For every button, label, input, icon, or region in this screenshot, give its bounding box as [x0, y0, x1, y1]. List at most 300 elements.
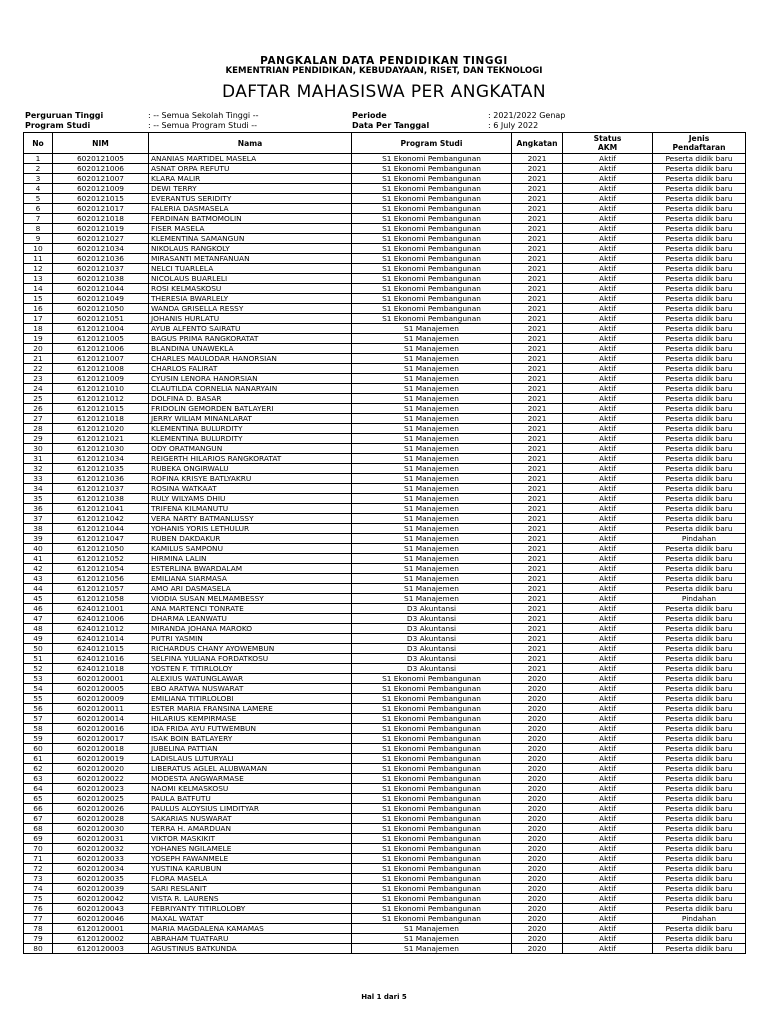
cell-nama: DEWI TERRY — [149, 184, 352, 194]
table-row — [24, 894, 746, 904]
table-row — [24, 584, 746, 594]
cell-program-studi: S1 Ekonomi Pembangunan — [352, 784, 512, 794]
cell-angkatan: 2021 — [512, 534, 563, 544]
cell-no: 69 — [24, 834, 53, 844]
cell-nim: 6020121015 — [53, 194, 149, 204]
cell-jenis-pendaftaran: Peserta didik baru — [653, 204, 746, 214]
cell-nim: 6120121030 — [53, 444, 149, 454]
cell-program-studi: S1 Ekonomi Pembangunan — [352, 154, 512, 164]
cell-jenis-pendaftaran: Peserta didik baru — [653, 374, 746, 384]
cell-angkatan: 2021 — [512, 604, 563, 614]
cell-jenis-pendaftaran: Peserta didik baru — [653, 754, 746, 764]
cell-angkatan: 2020 — [512, 904, 563, 914]
cell-nama: AGUSTINUS BATKUNDA — [149, 944, 352, 954]
table-row — [24, 714, 746, 724]
cell-no: 74 — [24, 884, 53, 894]
cell-program-studi: S1 Ekonomi Pembangunan — [352, 304, 512, 314]
table-row — [24, 294, 746, 304]
cell-status: Aktif — [563, 284, 653, 294]
table-row — [24, 514, 746, 524]
cell-jenis-pendaftaran: Peserta didik baru — [653, 674, 746, 684]
cell-nim: 6120121034 — [53, 454, 149, 464]
cell-no: 50 — [24, 644, 53, 654]
table-row — [24, 474, 746, 484]
cell-nama: FRIDOLIN GEMORDEN BATLAYERI — [149, 404, 352, 414]
cell-status: Aktif — [563, 434, 653, 444]
cell-status: Aktif — [563, 924, 653, 934]
cell-nim: 6020120025 — [53, 794, 149, 804]
cell-no: 11 — [24, 254, 53, 264]
cell-jenis-pendaftaran: Peserta didik baru — [653, 494, 746, 504]
cell-angkatan: 2021 — [512, 154, 563, 164]
cell-nim: 6120121054 — [53, 564, 149, 574]
cell-status: Aktif — [563, 664, 653, 674]
header-institution: PANGKALAN DATA PENDIDIKAN TINGGI — [260, 55, 508, 67]
table-row — [24, 854, 746, 864]
student-table — [23, 132, 746, 954]
table-row — [24, 184, 746, 194]
table-row — [24, 264, 746, 274]
cell-no: 41 — [24, 554, 53, 564]
cell-no: 70 — [24, 844, 53, 854]
cell-jenis-pendaftaran: Peserta didik baru — [653, 934, 746, 944]
cell-angkatan: 2020 — [512, 924, 563, 934]
table-row — [24, 574, 746, 584]
cell-program-studi: S1 Ekonomi Pembangunan — [352, 874, 512, 884]
cell-no: 28 — [24, 424, 53, 434]
cell-program-studi: S1 Manajemen — [352, 514, 512, 524]
cell-program-studi: S1 Ekonomi Pembangunan — [352, 214, 512, 224]
cell-no: 78 — [24, 924, 53, 934]
cell-jenis-pendaftaran: Peserta didik baru — [653, 224, 746, 234]
cell-status: Aktif — [563, 694, 653, 704]
cell-program-studi: S1 Manajemen — [352, 474, 512, 484]
table-row — [24, 934, 746, 944]
cell-angkatan: 2021 — [512, 164, 563, 174]
meta-data-per-tanggal — [352, 121, 429, 131]
col-program-studi-header: Program Studi — [352, 133, 512, 154]
cell-no: 45 — [24, 594, 53, 604]
cell-angkatan: 2021 — [512, 494, 563, 504]
cell-status: Aktif — [563, 214, 653, 224]
cell-nim: 6020120009 — [53, 694, 149, 704]
cell-no: 5 — [24, 194, 53, 204]
cell-nama: VIODIA SUSAN MELMAMBESSY — [149, 594, 352, 604]
cell-no: 25 — [24, 394, 53, 404]
cell-no: 76 — [24, 904, 53, 914]
cell-nama: FLORA MASELA — [149, 874, 352, 884]
cell-angkatan: 2021 — [512, 664, 563, 674]
cell-no: 35 — [24, 494, 53, 504]
cell-no: 32 — [24, 464, 53, 474]
table-row — [24, 274, 746, 284]
cell-nama: MIRANDA JOHANA MAROKO — [149, 624, 352, 634]
cell-no: 20 — [24, 344, 53, 354]
cell-nim: 6120121037 — [53, 484, 149, 494]
cell-nim: 6020120035 — [53, 874, 149, 884]
cell-no: 49 — [24, 634, 53, 644]
table-row — [24, 604, 746, 614]
cell-jenis-pendaftaran: Peserta didik baru — [653, 234, 746, 244]
cell-no: 34 — [24, 484, 53, 494]
cell-status: Aktif — [563, 264, 653, 274]
cell-angkatan: 2020 — [512, 714, 563, 724]
cell-nama: BLANDINA UNAWEKLA — [149, 344, 352, 354]
cell-status: Aktif — [563, 864, 653, 874]
cell-no: 22 — [24, 364, 53, 374]
cell-angkatan: 2021 — [512, 514, 563, 524]
cell-nama: ISAK BOIN BATLAYERY — [149, 734, 352, 744]
cell-jenis-pendaftaran: Peserta didik baru — [653, 724, 746, 734]
cell-jenis-pendaftaran: Peserta didik baru — [653, 154, 746, 164]
table-body — [24, 154, 746, 954]
cell-jenis-pendaftaran: Peserta didik baru — [653, 714, 746, 724]
cell-nama: YUSTINA KARUBUN — [149, 864, 352, 874]
cell-no: 59 — [24, 734, 53, 744]
cell-program-studi: S1 Ekonomi Pembangunan — [352, 244, 512, 254]
table-row — [24, 684, 746, 694]
cell-angkatan: 2021 — [512, 634, 563, 644]
cell-jenis-pendaftaran: Peserta didik baru — [653, 924, 746, 934]
cell-jenis-pendaftaran: Peserta didik baru — [653, 254, 746, 264]
cell-angkatan: 2020 — [512, 804, 563, 814]
meta-perguruan-tinggi-value: : -- Semua Sekolah Tinggi -- — [148, 111, 259, 120]
cell-jenis-pendaftaran: Peserta didik baru — [653, 944, 746, 954]
cell-jenis-pendaftaran: Peserta didik baru — [653, 784, 746, 794]
cell-program-studi: S1 Manajemen — [352, 394, 512, 404]
cell-angkatan: 2020 — [512, 734, 563, 744]
cell-program-studi: D3 Akuntansi — [352, 644, 512, 654]
cell-program-studi: S1 Ekonomi Pembangunan — [352, 884, 512, 894]
cell-angkatan: 2021 — [512, 274, 563, 284]
cell-nim: 6020120042 — [53, 894, 149, 904]
cell-jenis-pendaftaran: Peserta didik baru — [653, 504, 746, 514]
table-row — [24, 634, 746, 644]
table-row — [24, 504, 746, 514]
table-row — [24, 324, 746, 334]
cell-angkatan: 2020 — [512, 684, 563, 694]
cell-program-studi: D3 Akuntansi — [352, 604, 512, 614]
table-row — [24, 304, 746, 314]
cell-program-studi: S1 Manajemen — [352, 444, 512, 454]
cell-angkatan: 2020 — [512, 694, 563, 704]
meta-program-studi-value: : -- Semua Program Studi -- — [148, 121, 258, 130]
cell-jenis-pendaftaran: Peserta didik baru — [653, 774, 746, 784]
table-row — [24, 424, 746, 434]
cell-no: 30 — [24, 444, 53, 454]
cell-nim: 6020120011 — [53, 704, 149, 714]
cell-jenis-pendaftaran: Peserta didik baru — [653, 804, 746, 814]
table-row — [24, 374, 746, 384]
cell-jenis-pendaftaran: Peserta didik baru — [653, 634, 746, 644]
meta-label: Perguruan Tinggi — [25, 111, 104, 120]
cell-angkatan: 2021 — [512, 624, 563, 634]
cell-no: 54 — [24, 684, 53, 694]
cell-nama: ODY ORATMANGUN — [149, 444, 352, 454]
cell-jenis-pendaftaran: Peserta didik baru — [653, 514, 746, 524]
table-row — [24, 744, 746, 754]
cell-no: 60 — [24, 744, 53, 754]
table-row — [24, 554, 746, 564]
cell-program-studi: S1 Ekonomi Pembangunan — [352, 774, 512, 784]
cell-jenis-pendaftaran: Peserta didik baru — [653, 664, 746, 674]
cell-nama: ASNAT ORPA REFUTU — [149, 164, 352, 174]
cell-nim: 6020121017 — [53, 204, 149, 214]
cell-nim: 6120121057 — [53, 584, 149, 594]
cell-jenis-pendaftaran: Peserta didik baru — [653, 684, 746, 694]
table-row — [24, 484, 746, 494]
cell-angkatan: 2020 — [512, 754, 563, 764]
table-row — [24, 194, 746, 204]
cell-angkatan: 2020 — [512, 864, 563, 874]
cell-jenis-pendaftaran: Peserta didik baru — [653, 184, 746, 194]
cell-nama: ANA MARTENCI TONRATE — [149, 604, 352, 614]
cell-nim: 6020120031 — [53, 834, 149, 844]
cell-no: 46 — [24, 604, 53, 614]
cell-nim: 6020120039 — [53, 884, 149, 894]
cell-nim: 6020120028 — [53, 814, 149, 824]
table-header — [24, 133, 746, 154]
cell-program-studi: D3 Akuntansi — [352, 614, 512, 624]
cell-status: Aktif — [563, 614, 653, 624]
cell-no: 80 — [24, 944, 53, 954]
cell-angkatan: 2020 — [512, 704, 563, 714]
cell-nim: 6020121036 — [53, 254, 149, 264]
cell-nama: TRIFENA KILMANUTU — [149, 504, 352, 514]
table-row — [24, 394, 746, 404]
cell-no: 1 — [24, 154, 53, 164]
cell-program-studi: S1 Manajemen — [352, 924, 512, 934]
cell-status: Aktif — [563, 534, 653, 544]
cell-status: Aktif — [563, 464, 653, 474]
cell-angkatan: 2020 — [512, 874, 563, 884]
cell-nama: PAULA BATFUTU — [149, 794, 352, 804]
cell-status: Aktif — [563, 764, 653, 774]
cell-no: 27 — [24, 414, 53, 424]
cell-nama: CYUSIN LENORA HANORSIAN — [149, 374, 352, 384]
cell-jenis-pendaftaran: Peserta didik baru — [653, 344, 746, 354]
cell-program-studi: S1 Ekonomi Pembangunan — [352, 174, 512, 184]
cell-status: Aktif — [563, 274, 653, 284]
cell-status: Aktif — [563, 844, 653, 854]
cell-angkatan: 2021 — [512, 244, 563, 254]
cell-jenis-pendaftaran: Peserta didik baru — [653, 794, 746, 804]
cell-status: Aktif — [563, 254, 653, 264]
cell-status: Aktif — [563, 654, 653, 664]
cell-no: 72 — [24, 864, 53, 874]
cell-nama: NELCI TUARLELA — [149, 264, 352, 274]
cell-nim: 6240121001 — [53, 604, 149, 614]
cell-no: 12 — [24, 264, 53, 274]
cell-angkatan: 2021 — [512, 614, 563, 624]
cell-status: Aktif — [563, 524, 653, 534]
cell-program-studi: S1 Manajemen — [352, 484, 512, 494]
cell-status: Aktif — [563, 634, 653, 644]
cell-angkatan: 2021 — [512, 214, 563, 224]
cell-no: 73 — [24, 874, 53, 884]
cell-nama: IDA FRIDA AYU FUTWEMBUN — [149, 724, 352, 734]
cell-no: 65 — [24, 794, 53, 804]
cell-status: Aktif — [563, 584, 653, 594]
cell-nama: SELFINA YULIANA FORDATKOSU — [149, 654, 352, 664]
cell-no: 31 — [24, 454, 53, 464]
cell-no: 13 — [24, 274, 53, 284]
cell-angkatan: 2021 — [512, 464, 563, 474]
table-row — [24, 284, 746, 294]
cell-program-studi: S1 Manajemen — [352, 544, 512, 554]
cell-nim: 6120121007 — [53, 354, 149, 364]
cell-jenis-pendaftaran: Pindahan — [653, 534, 746, 544]
table-row — [24, 694, 746, 704]
cell-jenis-pendaftaran: Peserta didik baru — [653, 814, 746, 824]
cell-angkatan: 2021 — [512, 544, 563, 554]
cell-status: Aktif — [563, 394, 653, 404]
cell-status: Aktif — [563, 914, 653, 924]
cell-angkatan: 2021 — [512, 174, 563, 184]
cell-status: Aktif — [563, 504, 653, 514]
table-row — [24, 344, 746, 354]
cell-nama: JOHANIS HURLATU — [149, 314, 352, 324]
cell-nim: 6120121041 — [53, 504, 149, 514]
cell-program-studi: S1 Manajemen — [352, 424, 512, 434]
cell-program-studi: S1 Manajemen — [352, 334, 512, 344]
cell-nama: RICHARDUS CHANY AYOWEMBUN — [149, 644, 352, 654]
cell-angkatan: 2020 — [512, 744, 563, 754]
cell-status: Aktif — [563, 774, 653, 784]
cell-angkatan: 2021 — [512, 594, 563, 604]
cell-jenis-pendaftaran: Peserta didik baru — [653, 894, 746, 904]
cell-program-studi: S1 Manajemen — [352, 344, 512, 354]
cell-program-studi: D3 Akuntansi — [352, 664, 512, 674]
cell-nama: DOLFINA D. BASAR — [149, 394, 352, 404]
cell-jenis-pendaftaran: Peserta didik baru — [653, 624, 746, 634]
cell-program-studi: S1 Manajemen — [352, 414, 512, 424]
cell-jenis-pendaftaran: Peserta didik baru — [653, 354, 746, 364]
cell-angkatan: 2021 — [512, 584, 563, 594]
cell-angkatan: 2021 — [512, 414, 563, 424]
cell-no: 16 — [24, 304, 53, 314]
cell-program-studi: S1 Ekonomi Pembangunan — [352, 294, 512, 304]
cell-program-studi: S1 Ekonomi Pembangunan — [352, 904, 512, 914]
cell-program-studi: S1 Manajemen — [352, 464, 512, 474]
cell-nama: ROFINA KRISYE BATLYAKRU — [149, 474, 352, 484]
cell-jenis-pendaftaran: Peserta didik baru — [653, 854, 746, 864]
cell-angkatan: 2021 — [512, 484, 563, 494]
cell-angkatan: 2021 — [512, 344, 563, 354]
cell-jenis-pendaftaran: Peserta didik baru — [653, 874, 746, 884]
cell-nim: 6020120019 — [53, 754, 149, 764]
cell-nim: 6120120002 — [53, 934, 149, 944]
cell-nama: AYUB ALFENTO SAIRATU — [149, 324, 352, 334]
cell-angkatan: 2020 — [512, 944, 563, 954]
cell-nama: VISTA R. LAURENS — [149, 894, 352, 904]
cell-program-studi: S1 Ekonomi Pembangunan — [352, 844, 512, 854]
cell-nama: JERRY WILIAM MINANLARAT — [149, 414, 352, 424]
table-row — [24, 844, 746, 854]
table-row — [24, 664, 746, 674]
cell-program-studi: S1 Ekonomi Pembangunan — [352, 754, 512, 764]
cell-status: Aktif — [563, 724, 653, 734]
header-ministry: KEMENTRIAN PENDIDIKAN, KEBUDAYAAN, RISET, DAN TEKNOLOGI — [225, 66, 543, 76]
cell-angkatan: 2021 — [512, 314, 563, 324]
cell-status: Aktif — [563, 324, 653, 334]
cell-status: Aktif — [563, 674, 653, 684]
cell-status: Aktif — [563, 644, 653, 654]
cell-angkatan: 2021 — [512, 574, 563, 584]
cell-angkatan: 2020 — [512, 844, 563, 854]
cell-no: 55 — [24, 694, 53, 704]
cell-nim: 6120121047 — [53, 534, 149, 544]
cell-nama: VIKTOR MASKIKIT — [149, 834, 352, 844]
cell-program-studi: S1 Ekonomi Pembangunan — [352, 824, 512, 834]
cell-no: 26 — [24, 404, 53, 414]
cell-no: 67 — [24, 814, 53, 824]
cell-program-studi: S1 Ekonomi Pembangunan — [352, 254, 512, 264]
cell-jenis-pendaftaran: Peserta didik baru — [653, 584, 746, 594]
cell-jenis-pendaftaran: Peserta didik baru — [653, 384, 746, 394]
cell-nama: CHARLOS FALIRAT — [149, 364, 352, 374]
table-row — [24, 884, 746, 894]
cell-program-studi: S1 Ekonomi Pembangunan — [352, 804, 512, 814]
cell-program-studi: S1 Ekonomi Pembangunan — [352, 274, 512, 284]
cell-jenis-pendaftaran: Peserta didik baru — [653, 464, 746, 474]
cell-jenis-pendaftaran: Peserta didik baru — [653, 904, 746, 914]
cell-status: Aktif — [563, 794, 653, 804]
cell-nim: 6240121016 — [53, 654, 149, 664]
cell-jenis-pendaftaran: Peserta didik baru — [653, 314, 746, 324]
cell-program-studi: S1 Manajemen — [352, 374, 512, 384]
cell-status: Aktif — [563, 484, 653, 494]
cell-angkatan: 2020 — [512, 834, 563, 844]
cell-no: 21 — [24, 354, 53, 364]
cell-no: 17 — [24, 314, 53, 324]
col-angkatan-header: Angkatan — [512, 133, 563, 154]
cell-angkatan: 2021 — [512, 284, 563, 294]
cell-nama: KLARA MALIR — [149, 174, 352, 184]
cell-nim: 6120121038 — [53, 494, 149, 504]
cell-nama: REIGERTH HILARIOS RANGKORATAT — [149, 454, 352, 464]
cell-jenis-pendaftaran: Peserta didik baru — [653, 244, 746, 254]
cell-jenis-pendaftaran: Peserta didik baru — [653, 824, 746, 834]
cell-no: 23 — [24, 374, 53, 384]
cell-program-studi: S1 Manajemen — [352, 384, 512, 394]
table-row — [24, 414, 746, 424]
cell-nim: 6120121050 — [53, 544, 149, 554]
cell-status: Aktif — [563, 564, 653, 574]
cell-nim: 6020120022 — [53, 774, 149, 784]
cell-no: 29 — [24, 434, 53, 444]
cell-jenis-pendaftaran: Peserta didik baru — [653, 274, 746, 284]
cell-nim: 6020120001 — [53, 674, 149, 684]
cell-angkatan: 2021 — [512, 324, 563, 334]
cell-nim: 6120121020 — [53, 424, 149, 434]
cell-status: Aktif — [563, 494, 653, 504]
table-row — [24, 874, 746, 884]
cell-program-studi: S1 Ekonomi Pembangunan — [352, 674, 512, 684]
cell-nim: 6120121036 — [53, 474, 149, 484]
cell-jenis-pendaftaran: Peserta didik baru — [653, 654, 746, 664]
cell-jenis-pendaftaran: Peserta didik baru — [653, 734, 746, 744]
cell-program-studi: S1 Manajemen — [352, 944, 512, 954]
cell-jenis-pendaftaran: Peserta didik baru — [653, 364, 746, 374]
cell-program-studi: S1 Ekonomi Pembangunan — [352, 204, 512, 214]
table-row — [24, 354, 746, 364]
cell-status: Aktif — [563, 874, 653, 884]
cell-jenis-pendaftaran: Peserta didik baru — [653, 574, 746, 584]
table-row — [24, 654, 746, 664]
cell-angkatan: 2021 — [512, 374, 563, 384]
cell-program-studi: S1 Manajemen — [352, 434, 512, 444]
